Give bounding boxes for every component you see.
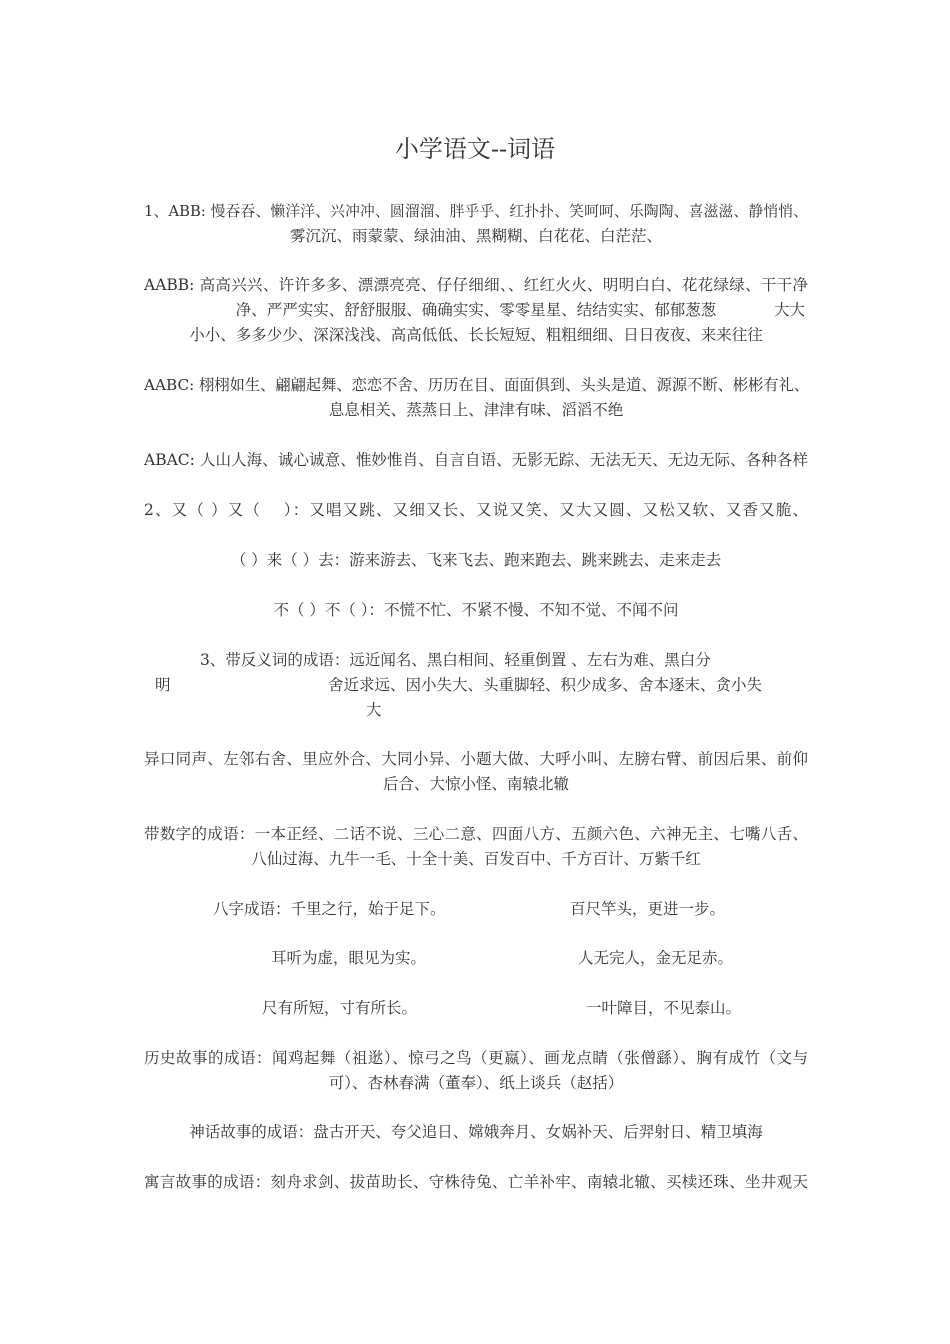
section-antonym-line-3: 大 [366, 701, 382, 719]
section-fable [144, 1170, 808, 1195]
section-history [144, 1046, 808, 1096]
section-aabb-line-3: 小小、多多少少、深深浅浅、高高低低、长长短短、粗粗细细、日日夜夜、来来往往 [189, 326, 763, 344]
section-antonym-more [144, 747, 808, 797]
section-aabb-line-2b: 大大 [774, 301, 806, 319]
section-fable-line-1: 寓言故事的成语：刻舟求剑、拔苗助长、守株待兔、亡羊补牢、南辕北辙、买椟还珠、坐井观天 [144, 1173, 808, 1191]
section-antonym-line-2a: 明 [155, 676, 171, 694]
section-lai-line-1: （ ）来（ ）去：游来游去、飞来飞去、跑来跑去、跳来跳去、走来走去 [230, 551, 722, 569]
section-you [144, 498, 808, 523]
section-myth [144, 1120, 808, 1145]
section-bu-line-1: 不（ ）不（ ）：不慌不忙、不紧不慢、不知不觉、不闻不问 [273, 601, 679, 619]
section-eight-row-1-left: 八字成语：千里之行，始于足下。 [213, 900, 446, 918]
section-numbers [144, 822, 808, 872]
section-history-line-2: 可）、杏林春满（董奉）、纸上谈兵（赵括） [328, 1074, 624, 1092]
section-abb-line-2: 雾沉沉、雨蒙蒙、绿油油、黑糊糊、白花花、白茫茫、 [289, 227, 662, 245]
section-numbers-line-2: 八仙过海、九牛一毛、十全十美、百发百中、千方百计、万紫千红 [251, 850, 701, 868]
section-eight-row-1-right: 百尺竿头，更进一步。 [570, 900, 726, 918]
section-aabb [144, 273, 808, 348]
section-eight-row-2-right: 人无完人，金无足赤。 [578, 949, 734, 967]
section-aabc-line-2: 息息相关、蒸蒸日上、津津有味、滔滔不绝 [328, 401, 624, 419]
section-aabc [144, 373, 808, 423]
section-abac-line-1: ABAC: 人山人海、诚心诚意、惟妙惟肖、自言自语、无影无踪、无法无天、无边无际、各种各样 [144, 451, 808, 469]
section-bu [144, 598, 808, 623]
section-aabb-line-2a: 净、严严实实、舒舒服服、确确实实、零零星星、结结实实、郁郁葱葱 [235, 301, 717, 319]
section-antonym-more-line-2: 后合、大惊小怪、南辕北辙 [382, 775, 569, 793]
section-history-line-1: 历史故事的成语：闻鸡起舞（祖逖）、惊弓之鸟（更嬴）、画龙点睛（张僧繇）、胸有成竹（文与 [144, 1049, 808, 1067]
section-lai [144, 548, 808, 573]
section-abb-line-1: 1、ABB: 慢吞吞、懒洋洋、兴冲冲、圆溜溜、胖乎乎、红扑扑、笑呵呵、乐陶陶、喜滋滋、静悄悄、 [144, 203, 808, 220]
section-eight-row-3-right: 一叶障目，不见泰山。 [586, 999, 742, 1017]
section-aabb-line-2 [144, 298, 808, 323]
section-abb [144, 199, 808, 249]
section-eight-row-2-left: 耳听为虚，眼见为实。 [271, 949, 427, 967]
section-aabb-line-1: AABB: 高高兴兴、许许多多、漂漂亮亮、仔仔细细、、红红火火、明明白白、花花绿绿、干干净 [144, 276, 808, 294]
section-aabc-line-1: AABC: 栩栩如生、翩翩起舞、恋恋不舍、历历在目、面面俱到、头头是道、源源不断、彬彬有礼、 [144, 376, 810, 394]
section-myth-line-1: 神话故事的成语：盘古开天、夸父追日、嫦娥奔月、女娲补天、后羿射日、精卫填海 [189, 1123, 763, 1141]
section-antonym-more-line-1: 异口同声、左邻右舍、里应外合、大同小异、小题大做、大呼小叫、左膀右臂、前因后果、前仰 [144, 750, 808, 768]
section-you-line-1: 2、又（ ）又（ ）：又唱又跳、又细又长、又说又笑、又大又圆、又松又软、又香又脆、 [144, 501, 808, 519]
section-abac [144, 448, 808, 473]
section-antonym-line-1: 3、带反义词的成语：远近闻名、黑白相间、轻重倒置 、左右为难、黑白分 [200, 651, 711, 669]
section-antonym-line-2b: 舍近求远、因小失大、头重脚轻、积少成多、舍本逐末、贪小失 [328, 676, 763, 694]
section-eight-row-3-left: 尺有所短，寸有所长。 [262, 999, 418, 1017]
section-numbers-line-1: 带数字的成语：一本正经、二话不说、三心二意、四面八方、五颜六色、六神无主、七嘴八舌、 [144, 825, 808, 843]
document-title: 小学语文--词语 [394, 135, 556, 163]
